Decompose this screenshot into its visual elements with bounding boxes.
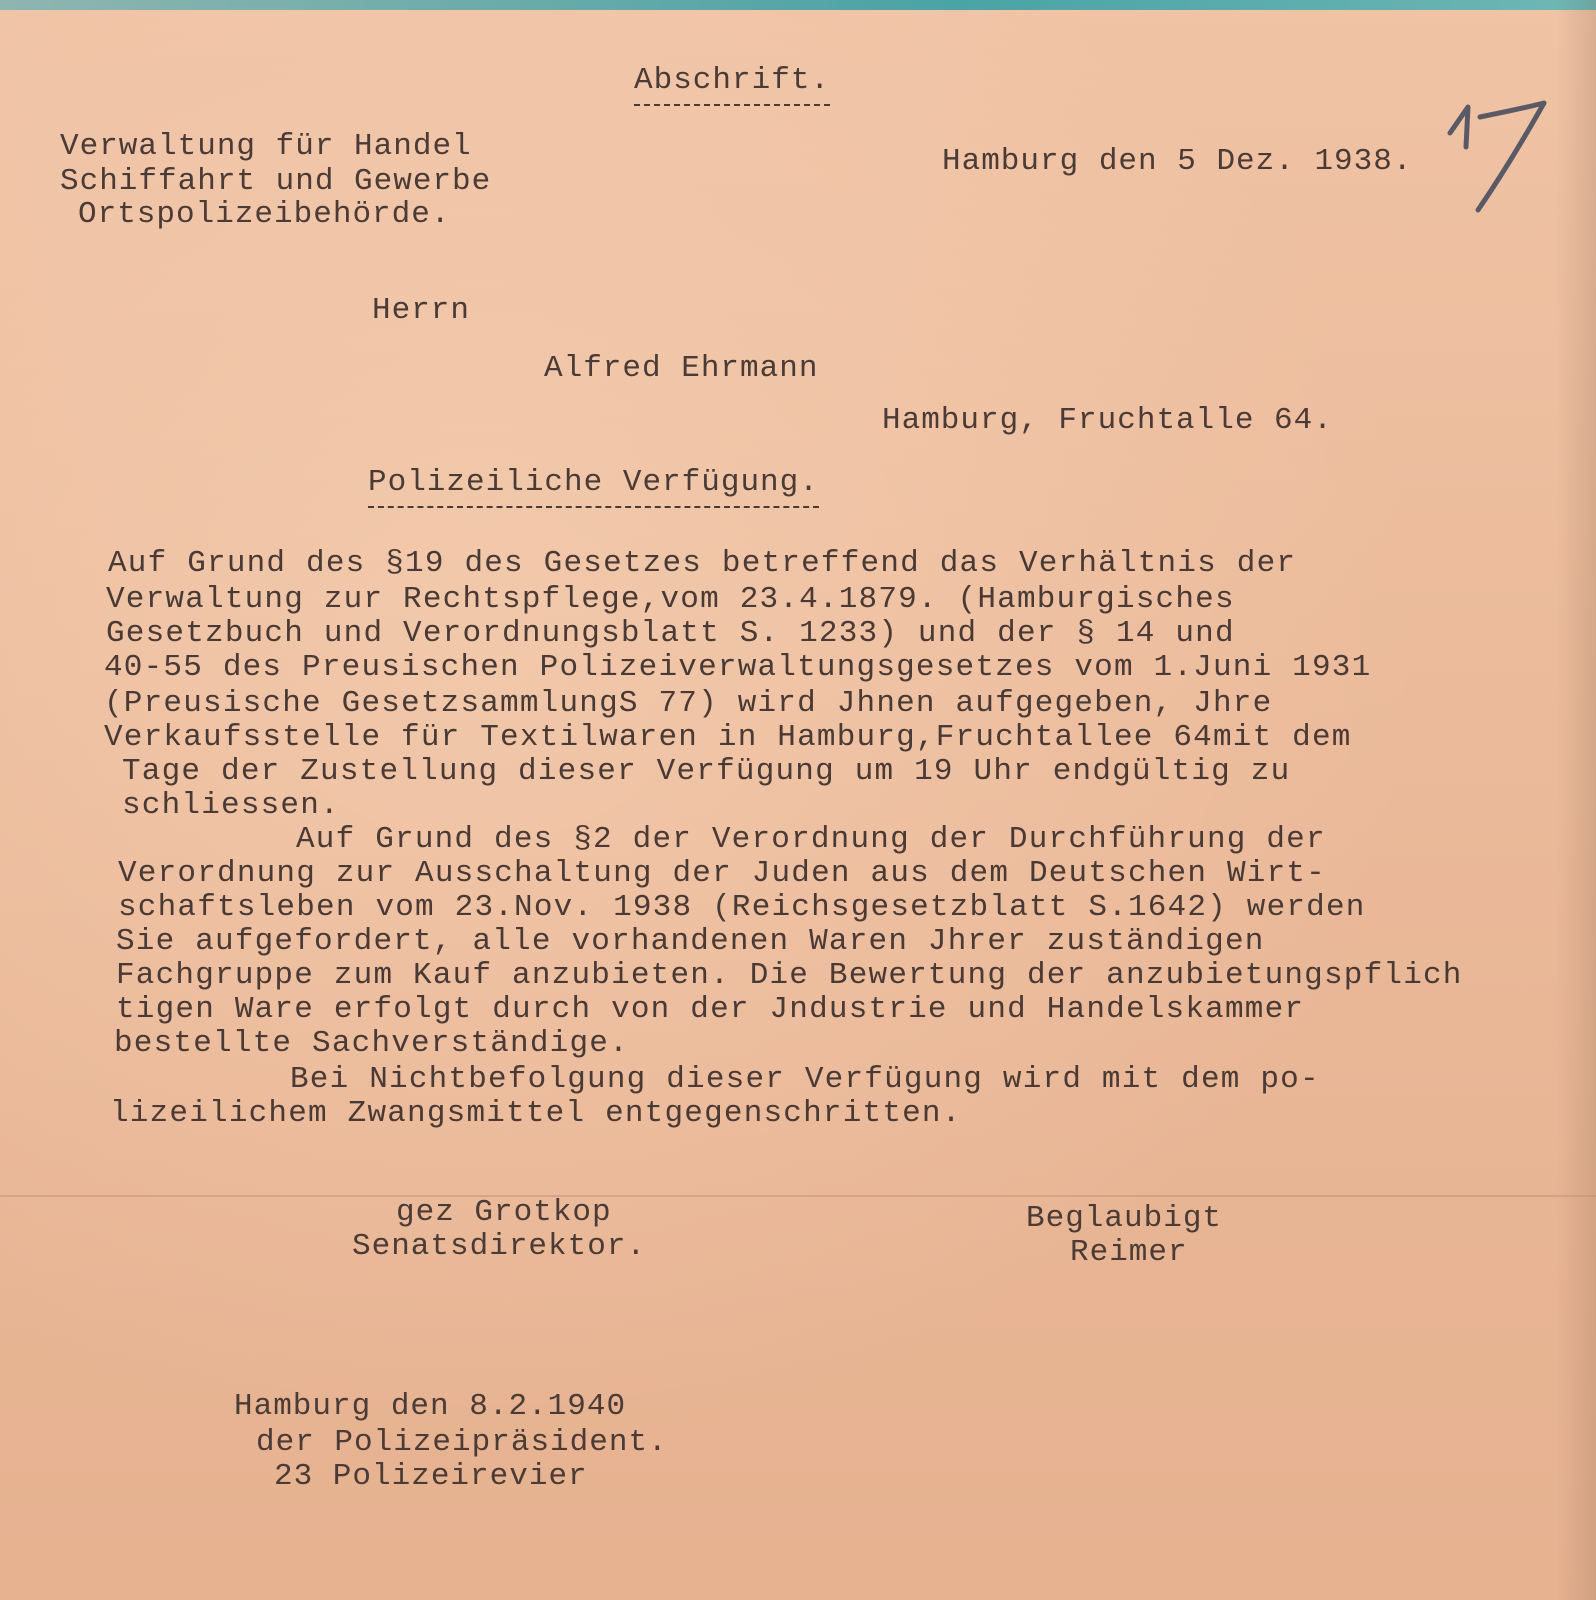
body-p1-line-2: Verwaltung zur Rechtspflege,vom 23.4.1879. (Hamburgisches <box>106 582 1235 617</box>
signature-right-label: Beglaubigt <box>1026 1201 1223 1236</box>
body-p1-line-6: Verkaufsstelle für Textilwaren in Hamburg,Fruchtallee 64mit dem <box>104 720 1352 755</box>
place-date: Hamburg den 5 Dez. 1938. <box>942 144 1413 179</box>
body-p1-line-3: Gesetzbuch und Verordnungsblatt S. 1233) und der § 14 und <box>106 616 1235 651</box>
body-p2-line-3: schaftsleben vom 23.Nov. 1938 (Reichsgesetzblatt S.1642) werden <box>118 890 1366 925</box>
recipient-address: Hamburg, Fruchtalle 64. <box>882 403 1333 438</box>
signature-left-title: Senatsdirektor. <box>352 1229 647 1264</box>
recipient-name: Alfred Ehrmann <box>544 351 819 386</box>
document-title: Abschrift. <box>634 64 830 106</box>
paper-fold <box>0 1195 1596 1197</box>
authority-line-3: Ortspolizeibehörde. <box>78 197 451 232</box>
signature-right-name: Reimer <box>1070 1235 1188 1270</box>
footer-precinct: 23 Polizeirevier <box>274 1459 588 1494</box>
footer-place-date: Hamburg den 8.2.1940 <box>234 1389 627 1424</box>
body-p1-line-8: schliessen. <box>122 788 340 823</box>
recipient-salutation: Herrn <box>372 293 471 328</box>
body-p1-line-4: 40-55 des Preusischen Polizeiverwaltungsgesetzes vom 1.Juni 1931 <box>104 650 1372 685</box>
signature-left-name: gez Grotkop <box>396 1195 612 1230</box>
page-edge-shadow <box>1556 0 1596 1600</box>
authority-line-2: Schiffahrt und Gewerbe <box>60 164 492 199</box>
background-strip <box>0 0 1596 10</box>
body-p2-line-2: Verordnung zur Ausschaltung der Juden aus dem Deutschen Wirt- <box>118 856 1326 891</box>
body-p2-line-6: tigen Ware erfolgt durch von der Jndustrie und Handelskammer <box>116 992 1305 1027</box>
body-p1-line-1: Auf Grund des §19 des Gesetzes betreffend das Verhältnis der <box>108 546 1297 581</box>
subject-heading: Polizeiliche Verfügung. <box>368 466 819 508</box>
authority-line-1: Verwaltung für Handel <box>60 129 472 164</box>
body-p2-line-5: Fachgruppe zum Kauf anzubieten. Die Bewertung der anzubietungspflich <box>116 958 1463 993</box>
handwritten-page-number <box>1440 95 1550 215</box>
body-p1-line-7: Tage der Zustellung dieser Verfügung um 19 Uhr endgültig zu <box>122 754 1291 789</box>
footer-authority: der Polizeipräsident. <box>256 1425 668 1460</box>
body-p3-line-1: Bei Nichtbefolgung dieser Verfügung wird mit dem po- <box>290 1062 1320 1097</box>
body-p1-line-5: (Preusische GesetzsammlungS 77) wird Jhnen aufgegeben, Jhre <box>104 686 1273 721</box>
body-p2-line-4: Sie aufgefordert, alle vorhandenen Waren Jhrer zuständigen <box>116 924 1265 959</box>
body-p2-line-1: Auf Grund des §2 der Verordnung der Durchführung der <box>296 822 1326 857</box>
body-p3-line-2: lizeilichem Zwangsmittel entgegenschritten. <box>110 1096 962 1131</box>
body-p2-line-7: bestellte Sachverständige. <box>114 1026 629 1061</box>
